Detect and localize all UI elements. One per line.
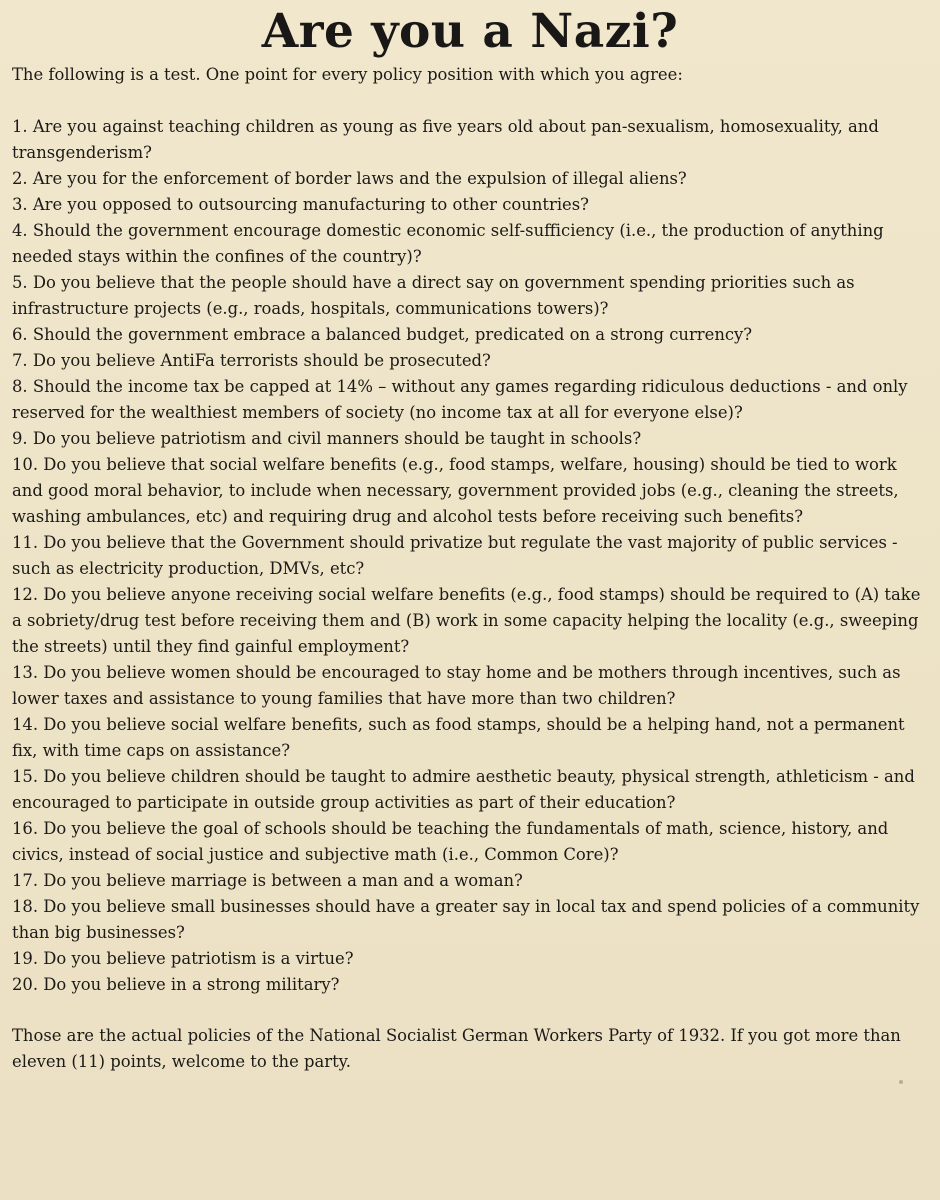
question-item: 20. Do you believe in a strong military?	[12, 975, 340, 994]
question-item: 15. Do you believe children should be taught to admire aesthetic beauty, physical strength, athleticism - and encouraged to participate in outside group activities as part of their education?	[12, 767, 915, 812]
question-item: 5. Do you believe that the people should have a direct say on government spending priorities such as infrastructure projects (e.g., roads, hospitals, communications towers)?	[12, 273, 855, 318]
question-item: 18. Do you believe small businesses should have a greater say in local tax and spend policies of a community than big businesses?	[12, 897, 920, 942]
question-item: 11. Do you believe that the Government should privatize but regulate the vast majority of public services - such as electricity production, DMVs, etc?	[12, 533, 898, 578]
question-item: 17. Do you believe marriage is between a man and a woman?	[12, 871, 523, 890]
question-item: 12. Do you believe anyone receiving social welfare benefits (e.g., food stamps) should be required to (A) take a sobriety/drug test before receiving them and (B) work in some capacity helping the locality (e.g., sweeping the streets) until they find gainful employment?	[12, 585, 921, 656]
conclusion-text: Those are the actual policies of the National Socialist German Workers Party of 1932. If you got more than eleven (11) points, welcome to the party.	[12, 1026, 901, 1071]
paper-speck	[899, 1080, 903, 1084]
question-list	[12, 114, 928, 998]
question-item: 16. Do you believe the goal of schools should be teaching the fundamentals of math, science, history, and civics, instead of social justice and subjective math (i.e., Common Core)?	[12, 819, 889, 864]
question-item: 1. Are you against teaching children as young as five years old about pan-sexualism, homosexuality, and transgenderism?	[12, 117, 879, 162]
question-item: 10. Do you believe that social welfare benefits (e.g., food stamps, welfare, housing) should be tied to work and good moral behavior, to include when necessary, government provided jobs (e.g., cleaning the streets, washing ambulances, etc) and requiring drug and alcohol tests before receiving such benefits?	[12, 455, 899, 526]
question-item: 2. Are you for the enforcement of border laws and the expulsion of illegal aliens?	[12, 169, 687, 188]
question-item: 6. Should the government embrace a balanced budget, predicated on a strong currency?	[12, 325, 753, 344]
question-item: 8. Should the income tax be capped at 14% – without any games regarding ridiculous deductions - and only reserved for the wealthiest members of society (no income tax at all for everyone else)?	[12, 377, 908, 422]
question-item: 7. Do you believe AntiFa terrorists should be prosecuted?	[12, 351, 491, 370]
question-item: 14. Do you believe social welfare benefits, such as food stamps, should be a helping hand, not a permanent fix, with time caps on assistance?	[12, 715, 905, 760]
intro-text: The following is a test. One point for every policy position with which you agree:	[12, 65, 683, 84]
page-title: Are you a Nazi?	[261, 4, 679, 59]
question-item: 19. Do you believe patriotism is a virtue?	[12, 949, 354, 968]
question-item: 9. Do you believe patriotism and civil manners should be taught in schools?	[12, 429, 642, 448]
question-item: 4. Should the government encourage domestic economic self-sufficiency (i.e., the production of anything needed stays within the confines of the country)?	[12, 221, 884, 266]
question-item: 3. Are you opposed to outsourcing manufacturing to other countries?	[12, 195, 589, 214]
question-item: 13. Do you believe women should be encouraged to stay home and be mothers through incentives, such as lower taxes and assistance to young families that have more than two children?	[12, 663, 901, 708]
